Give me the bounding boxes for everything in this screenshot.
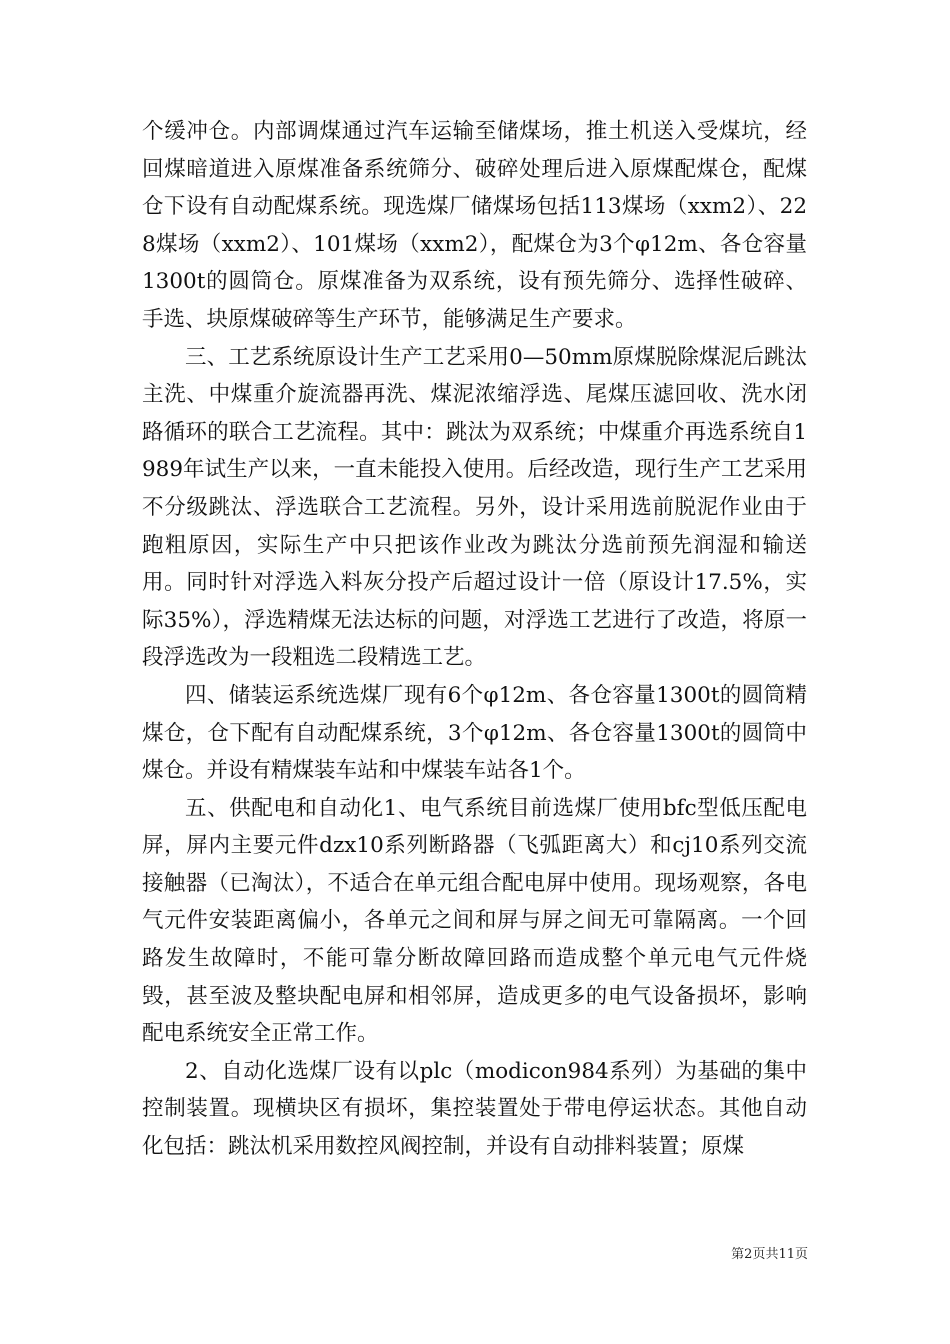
- paragraph-5: 2、自动化选煤厂设有以plc（modicon984系列）为基础的集中控制装置。现横块区有损坏，集控装置处于带电停运状态。其他自动化包括：跳汰机采用数控风阀控制，并设有自动排料装置；原煤: [142, 1058, 807, 1160]
- paragraph-4: 五、供配电和自动化1、电气系统目前选煤厂使用bfc型低压配电屏，屏内主要元件dzx10系列断路器（飞弧距离大）和cj10系列交流接触器（已淘汰），不适合在单元组合配电屏中使用。现场观察，各电气元件安装距离偏小，各单元之间和屏与屏之间无可靠隔离。一个回路发生故障时，不能可靠分断故障回路而造成整个单元电气元件烧毁，甚至波及整块配电屏和相邻屏，造成更多的电气设备损坏，影响配电系统安全正常工作。: [142, 795, 807, 1047]
- paragraph-1: 个缓冲仓。内部调煤通过汽车运输至储煤场，推土机送入受煤坑，经回煤暗道进入原煤准备系统筛分、破碎处理后进入原煤配煤仓，配煤仓下设有自动配煤系统。现选煤厂储煤场包括113煤场（xxm2）、228煤场（xxm2）、101煤场（xxm2），配煤仓为3个φ12m、各仓容量1300t的圆筒仓。原煤准备为双系统，设有预先筛分、选择性破碎、手选、块原煤破碎等生产环节，能够满足生产要求。: [142, 119, 807, 332]
- page-number-footer: 第2页共11页: [731, 1247, 808, 1262]
- paragraph-2: 三、工艺系统原设计生产工艺采用0—50mm原煤脱除煤泥后跳汰主洗、中煤重介旋流器再洗、煤泥浓缩浮选、尾煤压滤回收、洗水闭路循环的联合工艺流程。其中：跳汰为双系统；中煤重介再选系统自1989年试生产以来，一直未能投入使用。后经改造，现行生产工艺采用不分级跳汰、浮选联合工艺流程。另外，设计采用选前脱泥作业由于跑粗原因，实际生产中只把该作业改为跳汰分选前预先润湿和输送用。同时针对浮选入料灰分投产后超过设计一倍（原设计17.5%，实际35%），浮选精煤无法达标的问题，对浮选工艺进行了改造，将原一段浮选改为一段粗选二段精选工艺。: [142, 344, 807, 671]
- document-body: [142, 113, 807, 1166]
- paragraph-3: 四、储装运系统选煤厂现有6个φ12m、各仓容量1300t的圆筒精煤仓，仓下配有自动配煤系统，3个φ12m、各仓容量1300t的圆筒中煤仓。并设有精煤装车站和中煤装车站各1个。: [142, 682, 807, 784]
